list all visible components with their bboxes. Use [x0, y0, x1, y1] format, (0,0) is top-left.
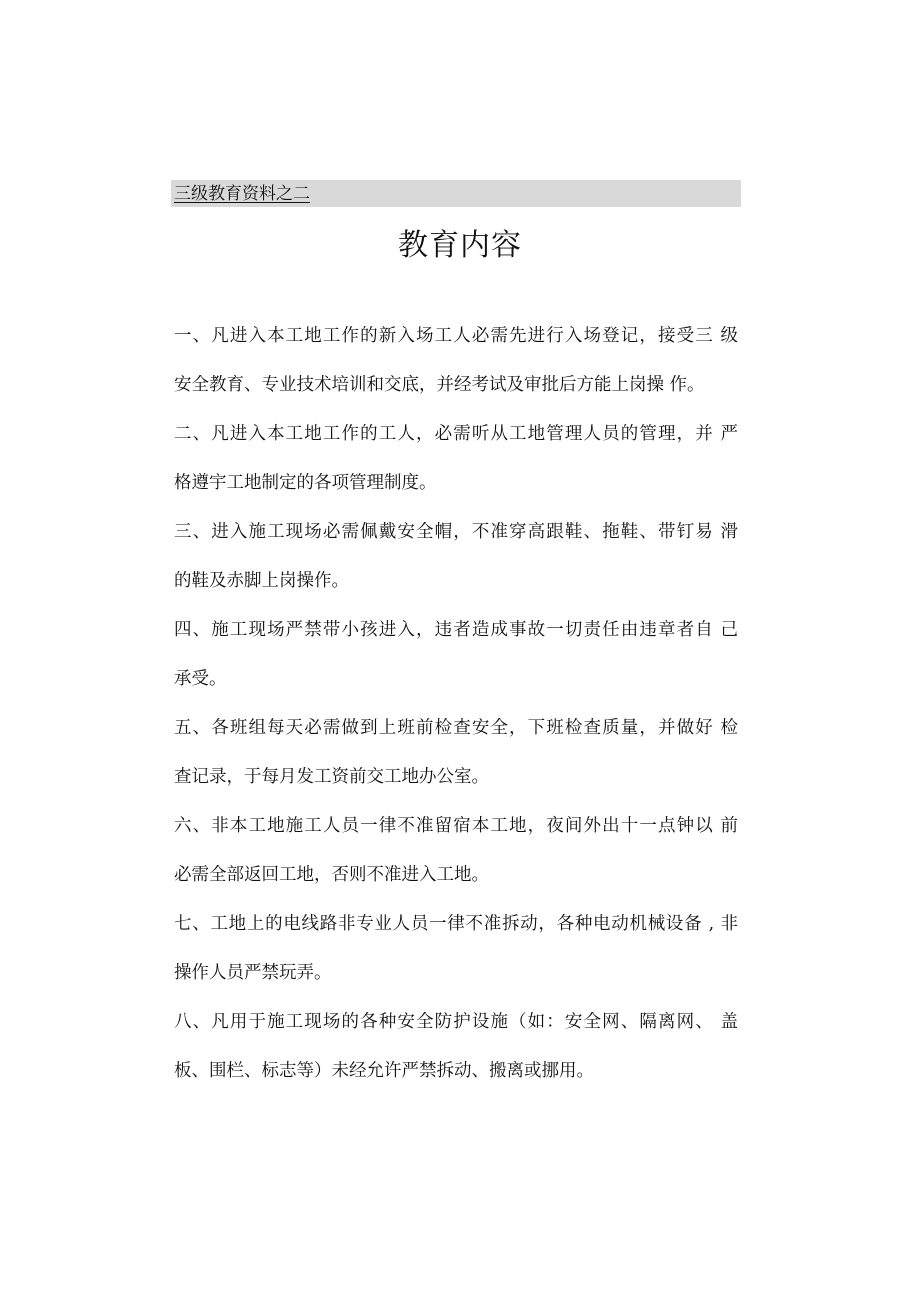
paragraph-line: 二、凡进入本工地工作的工人，必需听从工地管理人员的管理，并 严 [174, 424, 738, 444]
paragraph-4 [174, 612, 738, 710]
paragraph-line: 五、各班组每天必需做到上班前检查安全，下班检查质量，并做好 检 [174, 718, 738, 738]
paragraph-6 [174, 808, 738, 906]
document-title: 教育内容 [398, 228, 522, 263]
paragraph-line: 三、进入施工现场必需佩戴安全帽，不准穿高跟鞋、拖鞋、带钉易 滑 [174, 522, 738, 542]
paragraph-line: 安全教育、专业技术培训和交底，并经考试及审批后方能上岗操 作。 [174, 375, 705, 395]
paragraph-line: 板、围栏、标志等）未经允许严禁拆动、搬离或挪用。 [174, 1061, 594, 1081]
paragraph-line: 的鞋及赤脚上岗操作。 [174, 571, 349, 591]
document-body [174, 318, 738, 1102]
paragraph-line: 七、工地上的电线路非专业人员一律不准拆动，各种电动机械设备 , 非 [174, 914, 738, 934]
paragraph-7 [174, 906, 738, 1004]
document-label: 三级教育资料之二 [174, 184, 310, 204]
paragraph-line: 一、凡进入本工地工作的新入场工人必需先进行入场登记，接受三 级 [174, 326, 738, 346]
paragraph-5 [174, 710, 738, 808]
paragraph-3 [174, 514, 738, 612]
paragraph-1 [174, 318, 738, 416]
paragraph-line: 操作人员严禁玩弄。 [174, 963, 332, 983]
paragraph-line: 承受。 [174, 669, 227, 689]
paragraph-8 [174, 1004, 738, 1102]
header-band [171, 180, 741, 207]
paragraph-line: 八、凡用于施工现场的各种安全防护设施（如：安全网、隔离网、 盖 [174, 1012, 738, 1032]
paragraph-line: 格遵宇工地制定的各项管理制度。 [174, 473, 437, 493]
paragraph-2 [174, 416, 738, 514]
paragraph-line: 四、施工现场严禁带小孩进入，违者造成事故一切责任由违章者自 己 [174, 620, 738, 640]
paragraph-line: 查记录，于每月发工资前交工地办公室。 [174, 767, 489, 787]
paragraph-line: 必需全部返回工地，否则不准进入工地。 [174, 865, 489, 885]
paragraph-line: 六、非本工地施工人员一律不准留宿本工地，夜间外出十一点钟以 前 [174, 816, 738, 836]
